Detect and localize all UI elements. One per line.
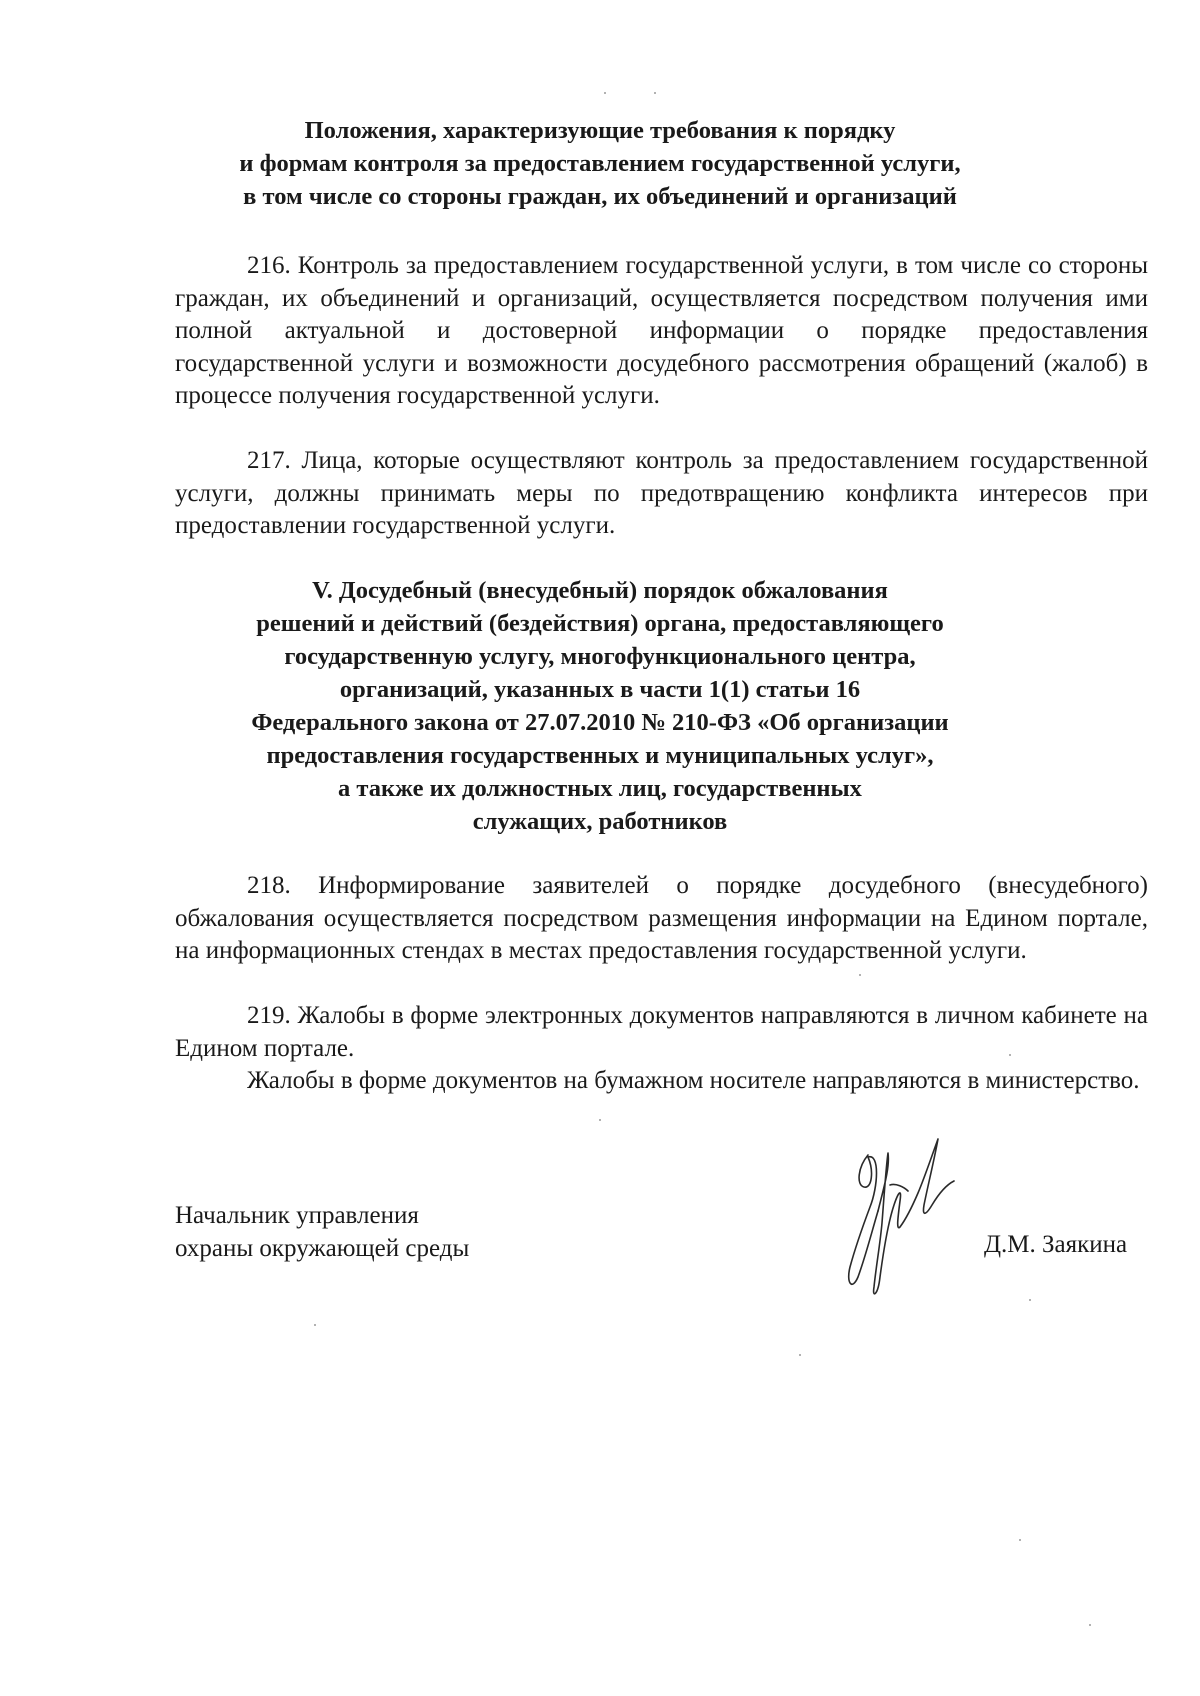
heading-line: а также их должностных лиц, государственных (338, 775, 862, 802)
signatory-name: Д.М. Заякина (984, 1231, 1128, 1258)
paragraph-216 (175, 250, 1148, 413)
heading-line: организаций, указанных в части 1(1) статьи 16 (339, 676, 861, 703)
signatory-position-line: охраны окружающей среды (175, 1235, 470, 1262)
heading-line: государственную услугу, многофункционального центра, (284, 643, 916, 670)
section-heading-appeal (150, 574, 1050, 838)
paragraph-text: 219. Жалобы в форме электронных документов направляются в личном кабинете на Едином портале. (175, 1002, 1148, 1062)
paragraph-219 (175, 1000, 1148, 1065)
paragraph-217 (175, 445, 1148, 543)
heading-line: Положения, характеризующие требования к порядку (304, 117, 896, 144)
heading-line: и формам контроля за предоставлением государственной услуги, (239, 150, 961, 177)
heading-line: V. Досудебный (внесудебный) порядок обжалования (312, 577, 888, 604)
paragraph-text: 217. Лица, которые осуществляют контроль за предоставлением государственной услуги, должны принимать меры по предотвращению конфликта интересов при предоставлении государственной услуги. (175, 447, 1148, 539)
paragraph-text: 218. Информирование заявителей о порядке досудебного (внесудебного) обжалования осуществляется посредством размещения информации на Едином портале, на информационных стендах в местах предоставления государственной услуги. (175, 872, 1148, 964)
heading-line: служащих, работников (472, 808, 728, 835)
heading-line: решений и действий (бездействия) органа, предоставляющего (256, 610, 944, 637)
heading-line: Федерального закона от 27.07.2010 № 210-ФЗ «Об организации (251, 709, 949, 736)
signatory-position-line: Начальник управления (175, 1202, 419, 1229)
handwritten-signature-icon (838, 1127, 968, 1307)
heading-line: в том числе со стороны граждан, их объединений и организаций (243, 183, 957, 210)
paragraph-paper-complaints (175, 1065, 1148, 1098)
paragraph-218 (175, 870, 1148, 968)
section-heading-control (150, 114, 1050, 213)
signatory-position (175, 1199, 469, 1265)
paragraph-text: 216. Контроль за предоставлением государственной услуги, в том числе со стороны граждан, их объединений и организаций, осуществляется посредством получения ими полной актуальной и достоверной информации о порядке предоставления государственной услуги и возможности досудебного рассмотрения обращений (жалоб) в процессе получения государственной услуги. (175, 252, 1148, 409)
paragraph-text: Жалобы в форме документов на бумажном носителе направляются в министерство. (247, 1067, 1140, 1094)
heading-line: предоставления государственных и муниципальных услуг», (266, 742, 934, 769)
